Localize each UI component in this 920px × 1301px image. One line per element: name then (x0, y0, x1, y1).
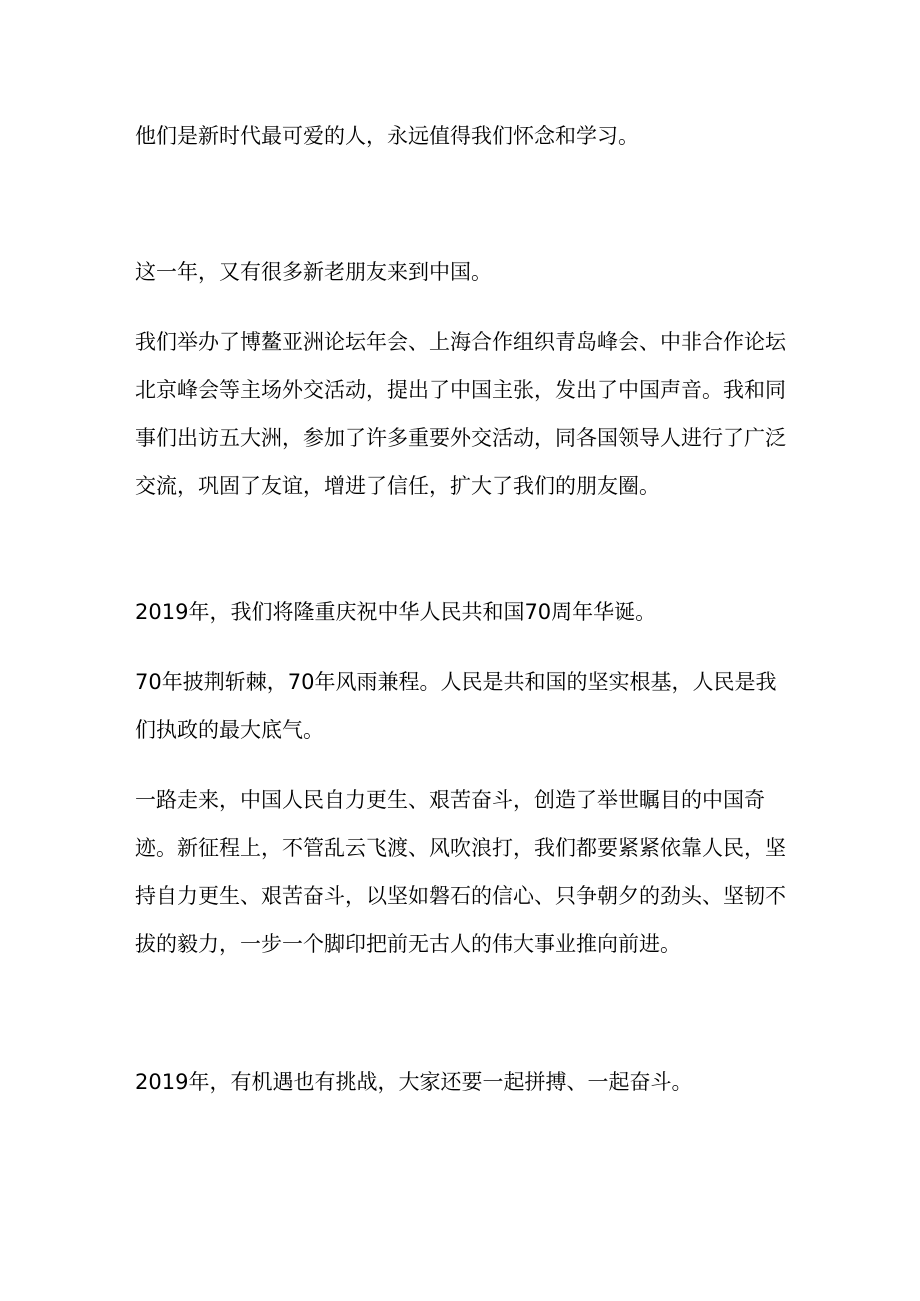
paragraph-1: 他们是新时代最可爱的人，永远值得我们怀念和学习。 (135, 124, 639, 148)
paragraph-2: 这一年，又有很多新老朋友来到中国。 (135, 260, 492, 284)
paragraph-3: 我们举办了博鳌亚洲论坛年会、上海合作组织青岛峰会、中非合作论坛北京峰会等主场外交活动，提出了中国主张，发出了中国声音。我和同事们出访五大洲，参加了许多重要外交活动，同各国领导人进行了广泛交流，巩固了友谊，增进了信任，扩大了我们的朋友圈。 (135, 330, 786, 498)
paragraph-7: 2019年，有机遇也有挑战，大家还要一起拼搏、一起奋斗。 (135, 1070, 693, 1094)
paragraph-5: 70年披荆斩棘，70年风雨兼程。人民是共和国的坚实根基，人民是我们执政的最大底气。 (135, 670, 777, 742)
paragraph-4: 2019年，我们将隆重庆祝中华人民共和国70周年华诞。 (135, 600, 657, 624)
paragraph-6: 一路走来，中国人民自力更生、艰苦奋斗，创造了举世瞩目的中国奇迹。新征程上，不管乱云飞渡、风吹浪打，我们都要紧紧依靠人民，坚持自力更生、艰苦奋斗，以坚如磐石的信心、只争朝夕的劲头、坚韧不拔的毅力，一步一个脚印把前无古人的伟大事业推向前进。 (135, 788, 786, 956)
